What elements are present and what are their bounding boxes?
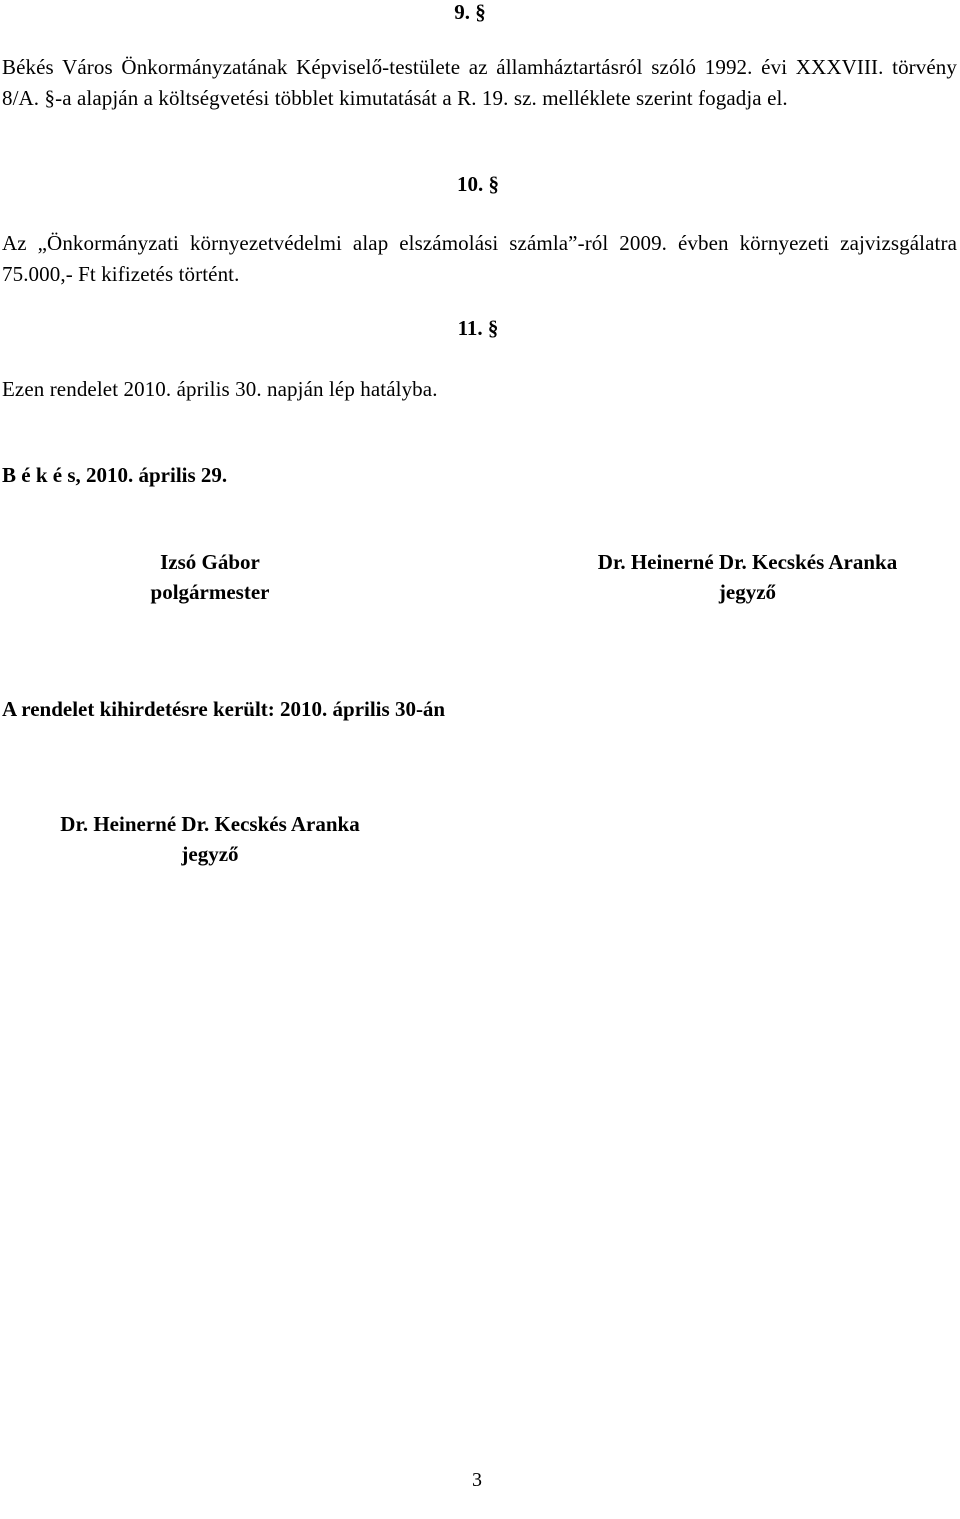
section-text-11: Ezen rendelet 2010. április 30. napján lép hatályba. [2,377,438,401]
final-signature-name: Dr. Heinerné Dr. Kecskés Aranka [60,812,360,836]
section-text-10: Az „Önkormányzati környezetvédelmi alap elszámolási számla”-ról 2009. évben környezeti zajvizsgálatra 75.000,- Ft kifizetés történt. [2,231,957,286]
final-signature-title: jegyző [181,842,239,866]
final-signature [20,809,400,869]
section-text-9: Békés Város Önkormányzatának Képviselő-testülete az államháztartásról szóló 1992. évi XXXVIII. törvény 8/A. §-a alapján a költségvetési többlet kimutatását a R. 19. sz. melléklete szerint fogadja el. [2,55,957,110]
page-number: 3 [472,1469,482,1491]
place-date: B é k é s, 2010. április 29. [2,463,228,487]
signature-notary-name: Dr. Heinerné Dr. Kecskés Aranka [597,550,898,574]
promulgation-note: A rendelet kihirdetésre került: 2010. április 30-án [2,697,446,721]
signature-mayor-name: Izsó Gábor [160,550,260,574]
section-heading-11: 11. § [457,316,499,340]
section-heading-10: 10. § [457,172,499,196]
signature-notary [555,547,940,607]
section-heading-9: 9. § [454,0,486,24]
signature-mayor-title: polgármester [150,580,270,604]
signature-notary-title: jegyző [718,580,777,604]
signature-mayor [60,547,360,607]
